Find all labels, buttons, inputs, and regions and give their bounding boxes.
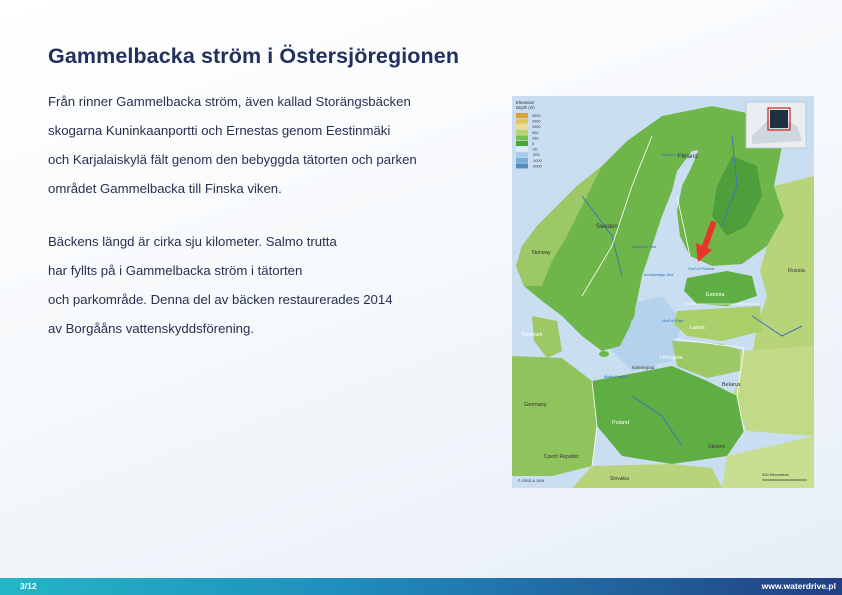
country-label: Lithuania <box>660 355 683 361</box>
paragraph-line: området Gammelbacka till Finska viken. <box>48 181 282 196</box>
country-label: Belarus <box>722 382 741 388</box>
inset-map <box>746 102 806 148</box>
country-label: Estonia <box>706 292 725 298</box>
country-label: Germany <box>524 402 547 408</box>
paragraph-line: av Borgååns vattenskyddsförening. <box>48 321 254 336</box>
website-link[interactable]: www.waterdrive.pl <box>761 581 836 591</box>
legend-swatch <box>516 135 528 140</box>
map-graphic <box>512 96 814 488</box>
water-label: Bothnian Sea <box>632 244 657 249</box>
country-label: Russia <box>788 268 805 274</box>
paragraph-line: och parkområde. Denna del av bäcken restaurerades 2014 <box>48 292 393 307</box>
country-label: Czech Republic <box>544 454 580 460</box>
country-label: Slovakia <box>610 476 629 482</box>
legend-swatch <box>516 130 528 135</box>
legend-value: -1000 <box>532 158 542 163</box>
country-label: Latvia <box>690 325 705 331</box>
paragraph-line: Från rinner Gammelbacka ström, även kallad Storängsbäcken <box>48 94 411 109</box>
country-label: Ukraine <box>708 444 726 450</box>
map-credit: © GRID-A 2004 <box>518 479 545 483</box>
legend-swatch <box>516 158 528 163</box>
paragraph-line: och Karjalaiskylä fält genom den bebyggda tätorten och parken <box>48 152 417 167</box>
svg-text:Depth (m): Depth (m) <box>516 105 535 110</box>
baltic-region-map <box>512 96 814 488</box>
legend-swatch <box>516 119 528 124</box>
paragraph-line: har fyllts på i Gammelbacka ström i tätorten <box>48 263 303 278</box>
legend-value: 1000 <box>532 125 541 130</box>
page-number: 3/12 <box>20 581 37 591</box>
paragraph-line: skogarna Kuninkaanportti och Ernestas genom Eestinmäki <box>48 123 391 138</box>
water-label: Gulf of Finland <box>688 266 715 271</box>
water-label: Baltic Proper <box>604 374 627 379</box>
footer-bar <box>0 578 842 595</box>
legend-swatch <box>516 152 528 157</box>
country-label: Finland <box>678 154 698 160</box>
country-label: Denmark <box>522 332 543 338</box>
legend-value: 0 <box>532 142 535 146</box>
legend-value: 2000 <box>532 119 541 124</box>
scale-label: 500 Kilometres <box>762 472 789 477</box>
paragraph-line: Bäckens längd är cirka sju kilometer. Salmo trutta <box>48 234 337 249</box>
legend-swatch <box>516 113 528 118</box>
country-label: Sweden <box>596 224 618 230</box>
water-label: Archipelago Sea <box>644 272 674 277</box>
legend-swatch <box>516 141 528 146</box>
water-label: Bothnian Bay <box>662 152 686 157</box>
country-label: Norway <box>532 250 551 256</box>
legend-swatch <box>516 124 528 129</box>
legend-swatch <box>516 163 528 168</box>
country-label: Poland <box>612 420 630 426</box>
svg-text:Elevation/: Elevation/ <box>516 100 535 105</box>
legend-swatch <box>516 147 528 152</box>
paragraph-intro <box>48 87 417 203</box>
legend-value: 200 <box>532 136 539 141</box>
landmass-belarus <box>732 346 814 436</box>
legend-value: 500 <box>532 130 539 135</box>
paragraph-details <box>48 227 393 343</box>
legend-value: -20 <box>532 147 538 152</box>
water-label: Gulf of Riga <box>662 318 684 323</box>
page-title: Gammelbacka ström i Östersjöregionen <box>48 44 460 68</box>
legend-value: -2000 <box>532 164 542 169</box>
country-label: Kaliningrad <box>632 365 655 370</box>
legend-value: 4000 <box>532 114 541 118</box>
legend-value: -200 <box>532 153 540 158</box>
